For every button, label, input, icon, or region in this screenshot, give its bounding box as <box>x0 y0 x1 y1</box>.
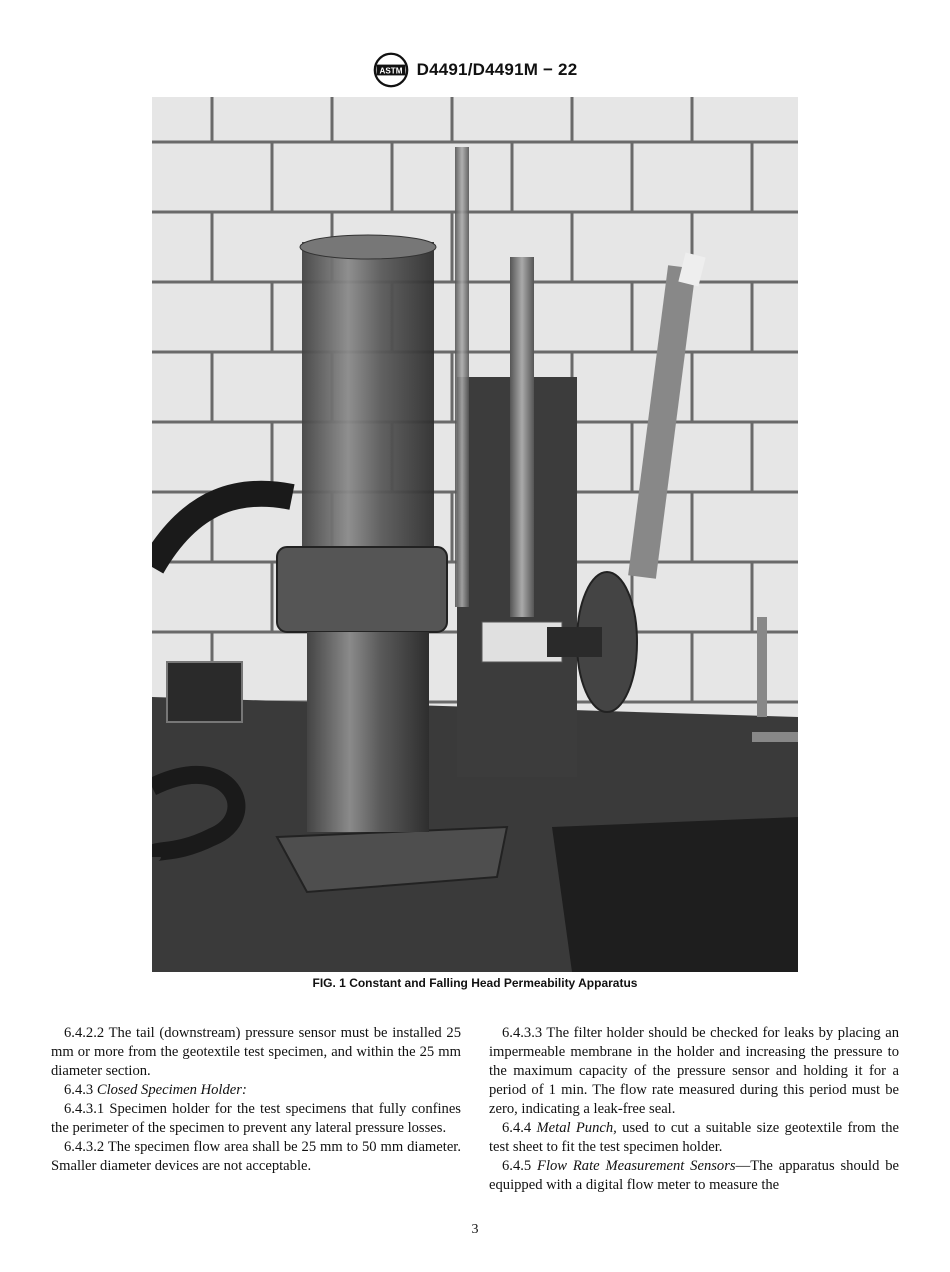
left-column <box>51 1024 461 1176</box>
paragraph-6-4-5: 6.4.5 Flow Rate Measurement Sensors—The apparatus should be equipped with a digital flow meter to measure the <box>489 1158 899 1193</box>
paragraph-6-4-3-2: 6.4.3.2 The specimen flow area shall be 25 mm to 50 mm diameter. Smaller diameter devices are not acceptable. <box>51 1139 461 1174</box>
document-designation: D4491/D4491M − 22 <box>416 60 578 79</box>
paragraph-6-4-3-1: 6.4.3.1 Specimen holder for the test specimens that fully confines the perimeter of the specimen to prevent any lateral pressure losses. <box>51 1101 461 1136</box>
paragraph-6-4-4: 6.4.4 Metal Punch, used to cut a suitable size geotextile from the test sheet to fit the test specimen holder. <box>489 1120 899 1155</box>
page-number: 3 <box>471 1222 479 1237</box>
right-column <box>489 1024 899 1195</box>
figure-photo <box>152 97 798 972</box>
paragraph-6-4-3: 6.4.3 Closed Specimen Holder: <box>64 1082 247 1098</box>
paragraph-6-4-3-3: 6.4.3.3 The filter holder should be checked for leaks by placing an impermeable membrane in the holder and increasing the pressure to the maximum capacity of the pressure sensor and holding it for a period of 1 min. The flow rate measured during this period must be zero, indicating a leak-free seal. <box>489 1025 899 1117</box>
paragraph-6-4-2-2: 6.4.2.2 The tail (downstream) pressure sensor must be installed 25 mm or more from the geotextile test specimen, and within the 25 mm diameter section. <box>51 1025 461 1079</box>
figure-caption: FIG. 1 Constant and Falling Head Permeability Apparatus <box>312 976 638 990</box>
svg-text:ASTM: ASTM <box>379 66 403 76</box>
astm-logo-icon <box>373 52 409 88</box>
page-header <box>0 52 950 93</box>
